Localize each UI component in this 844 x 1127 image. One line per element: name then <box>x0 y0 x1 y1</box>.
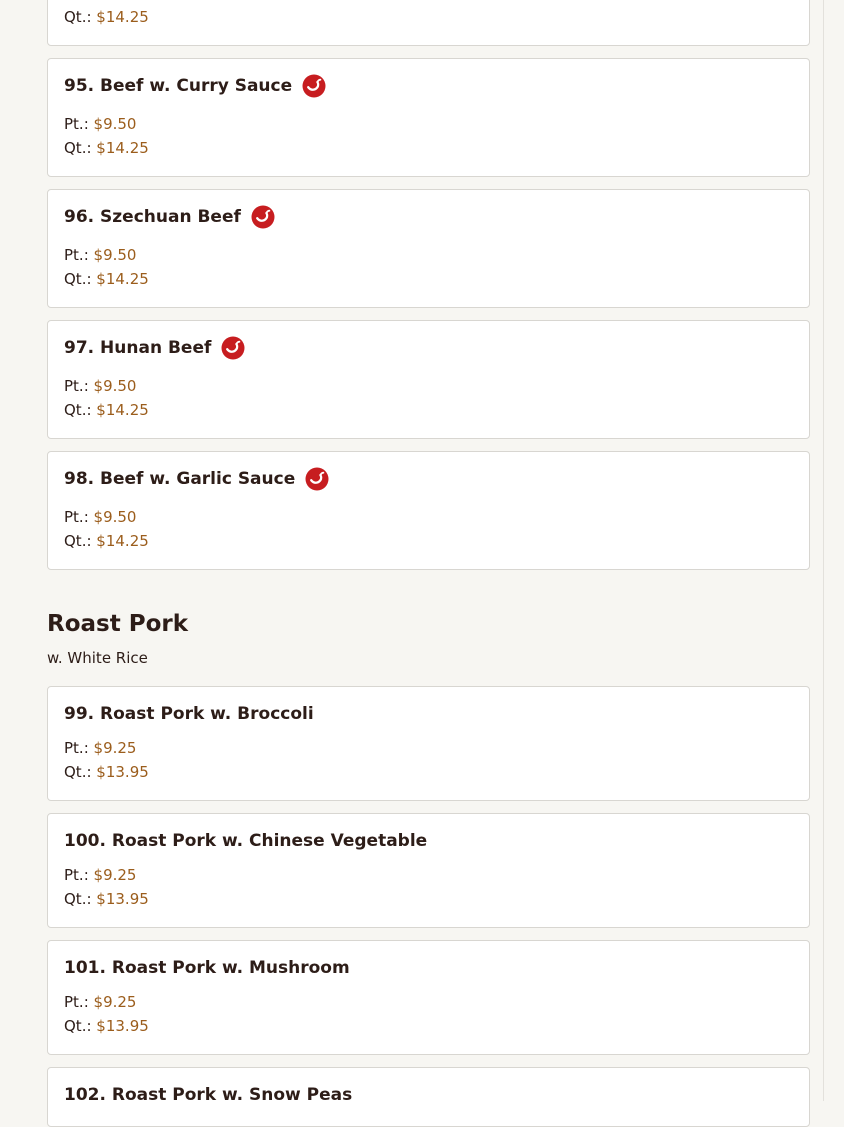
quart-label: Qt.: <box>64 8 92 26</box>
pint-price-line <box>64 376 136 396</box>
quart-price-line <box>64 138 149 158</box>
pint-label: Pt.: <box>64 377 89 395</box>
quart-price-line <box>64 889 149 909</box>
pint-price-line <box>64 245 136 265</box>
quart-price-line <box>64 269 149 289</box>
pint-label: Pt.: <box>64 246 89 264</box>
previous-menu-item-card[interactable] <box>47 0 810 46</box>
pint-price-line <box>64 865 136 885</box>
quart-price: $13.95 <box>96 1017 149 1035</box>
menu-item-card[interactable] <box>47 686 810 801</box>
menu-item-title: 100. Roast Pork w. Chinese Vegetable <box>64 831 428 851</box>
quart-price: $14.25 <box>96 8 149 26</box>
quart-price: $13.95 <box>96 763 149 781</box>
pint-label: Pt.: <box>64 866 89 884</box>
quart-label: Qt.: <box>64 1017 92 1035</box>
menu-item-title: 101. Roast Pork w. Mushroom <box>64 958 350 978</box>
pint-price: $9.50 <box>93 508 137 526</box>
menu-item-title: 97. Hunan Beef <box>64 338 212 358</box>
menu-item-card[interactable] <box>47 451 810 570</box>
pint-price: $9.25 <box>93 993 137 1011</box>
chili-pepper-icon <box>302 74 326 98</box>
quart-price: $14.25 <box>96 139 149 157</box>
menu-item-title: 96. Szechuan Beef <box>64 207 241 227</box>
menu-item-header <box>64 1084 352 1106</box>
menu-item-card[interactable] <box>47 813 810 928</box>
quart-label: Qt.: <box>64 763 92 781</box>
pint-price-line <box>64 507 136 527</box>
menu-item-title: 98. Beef w. Garlic Sauce <box>64 469 296 489</box>
menu-item-title: 95. Beef w. Curry Sauce <box>64 76 293 96</box>
quart-price: $14.25 <box>96 401 149 419</box>
quart-price-line <box>64 1016 149 1036</box>
menu-item-header <box>64 336 245 360</box>
menu-item-title: 102. Roast Pork w. Snow Peas <box>64 1085 353 1105</box>
chili-pepper-icon <box>251 205 275 229</box>
menu-item-card[interactable] <box>47 320 810 439</box>
pint-price: $9.25 <box>93 866 137 884</box>
pint-price: $9.25 <box>93 739 137 757</box>
pint-label: Pt.: <box>64 739 89 757</box>
quart-price: $13.95 <box>96 890 149 908</box>
section-subtitle: w. White Rice <box>47 649 148 667</box>
menu-item-card[interactable] <box>47 1067 810 1127</box>
menu-item-header <box>64 957 350 979</box>
quart-label: Qt.: <box>64 401 92 419</box>
quart-label: Qt.: <box>64 532 92 550</box>
quart-price-line <box>64 7 149 27</box>
menu-item-card[interactable] <box>47 189 810 308</box>
quart-price-line <box>64 400 149 420</box>
menu-item-header <box>64 467 329 491</box>
pint-label: Pt.: <box>64 508 89 526</box>
section-title-roast-pork: Roast Pork <box>47 611 189 637</box>
pint-price-line <box>64 992 136 1012</box>
pint-price-line <box>64 114 136 134</box>
menu-item-header <box>64 205 275 229</box>
pint-label: Pt.: <box>64 115 89 133</box>
pint-price: $9.50 <box>93 377 137 395</box>
quart-price: $14.25 <box>96 532 149 550</box>
quart-price-line <box>64 762 149 782</box>
menu-item-header <box>64 74 326 98</box>
quart-price-line <box>64 531 149 551</box>
chili-pepper-icon <box>305 467 329 491</box>
menu-item-card[interactable] <box>47 58 810 177</box>
menu-item-header <box>64 830 427 852</box>
menu-item-header <box>64 703 314 725</box>
quart-label: Qt.: <box>64 270 92 288</box>
menu-item-card[interactable] <box>47 940 810 1055</box>
pint-label: Pt.: <box>64 993 89 1011</box>
chili-pepper-icon <box>221 336 245 360</box>
quart-price: $14.25 <box>96 270 149 288</box>
pint-price-line <box>64 738 136 758</box>
menu-item-title: 99. Roast Pork w. Broccoli <box>64 704 314 724</box>
quart-label: Qt.: <box>64 139 92 157</box>
pint-price: $9.50 <box>93 115 137 133</box>
pint-price: $9.50 <box>93 246 137 264</box>
quart-label: Qt.: <box>64 890 92 908</box>
